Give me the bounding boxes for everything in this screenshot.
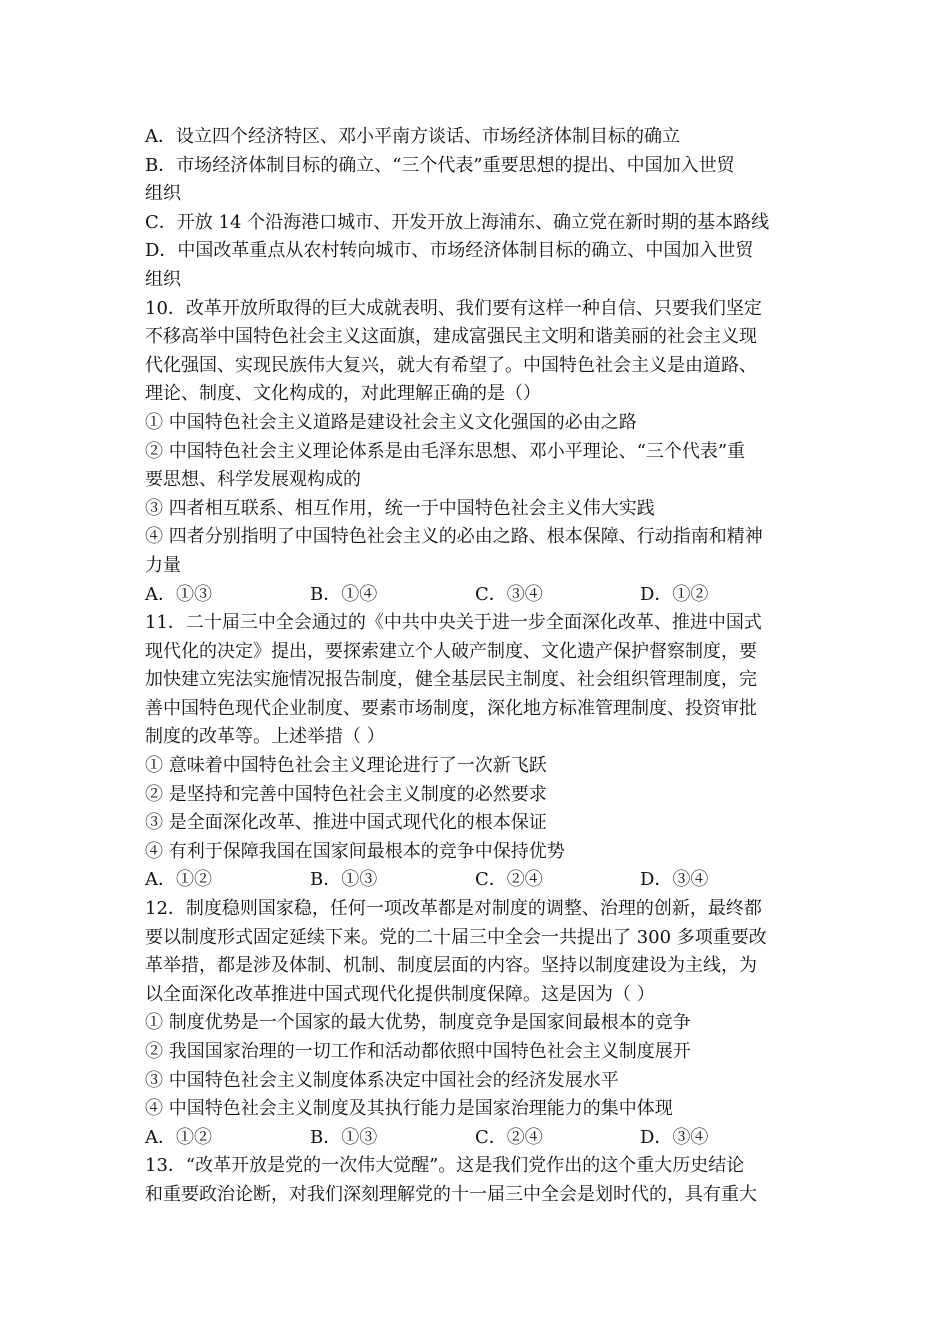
question-10 [145, 295, 805, 610]
statement-line: ④ 中国特色社会主义制度及其执行能力是国家治理能力的集中体现 [145, 1098, 673, 1120]
answer-option-c: C．②④ [475, 1126, 543, 1148]
statement-line: 力量 [145, 554, 181, 576]
answer-options [145, 866, 805, 895]
answer-option-d: D．③④ [640, 1126, 709, 1148]
answer-option-b: B．①④ [310, 583, 378, 605]
statement-line: ③ 四者相互联系、相互作用，统一于中国特色社会主义伟大实践 [145, 497, 655, 519]
option-line: D．中国改革重点从农村转向城市、市场经济体制目标的确立、中国加入世贸 [145, 240, 754, 262]
question-stem-line: 现代化的决定》提出，要探索建立个人破产制度、文化遗产保护督察制度，要 [145, 640, 757, 662]
question-11 [145, 609, 805, 895]
answer-option-b: B．①③ [310, 869, 378, 891]
answer-options [145, 581, 805, 610]
question-stem-line: 理论、制度、文化构成的，对此理解正确的是（） [145, 383, 541, 405]
option-line: C．开放 14 个沿海港口城市、开发开放上海浦东、确立党在新时期的基本路线 [145, 211, 770, 233]
question-stem-line: 11．二十届三中全会通过的《中共中央关于进一步全面深化改革、推进中国式 [145, 612, 762, 634]
question-stem-line: 10．改革开放所取得的巨大成就表明、我们要有这样一种自信、只要我们坚定 [145, 297, 762, 319]
statement-line: ② 中国特色社会主义理论体系是由毛泽东思想、邓小平理论、“三个代表”重 [145, 440, 746, 462]
answer-option-d: D．①② [640, 583, 709, 605]
question-stem-line: 代化强国、实现民族伟大复兴，就大有希望了。中国特色社会主义是由道路、 [145, 354, 757, 376]
question-stem-line: 制度的改革等。上述举措（ ） [145, 726, 385, 748]
answer-option-c: C．②④ [475, 869, 543, 891]
answer-option-a: A．①③ [145, 583, 212, 605]
statement-line: ① 意味着中国特色社会主义理论进行了一次新飞跃 [145, 755, 547, 777]
statement-line: ④ 四者分别指明了中国特色社会主义的必由之路、根本保障、行动指南和精神 [145, 526, 763, 548]
question-stem-line: 革举措，都是涉及体制、机制、制度层面的内容。坚持以制度建设为主线，为 [145, 955, 757, 977]
question-stem-line: 12．制度稳则国家稳，任何一项改革都是对制度的调整、治理的创新，最终都 [145, 898, 762, 920]
question-stem-line: 善中国特色现代企业制度、要素市场制度，深化地方标准管理制度、投资审批 [145, 697, 757, 719]
statement-line: ③ 是全面深化改革、推进中国式现代化的根本保证 [145, 812, 547, 834]
option-line: B．市场经济体制目标的确立、“三个代表”重要思想的提出、中国加入世贸 [145, 154, 735, 176]
answer-options [145, 1124, 805, 1153]
document-page [145, 123, 805, 1210]
question-12 [145, 895, 805, 1152]
question-13 [145, 1152, 805, 1209]
statement-line: ② 我国国家治理的一切工作和活动都依照中国特色社会主义制度展开 [145, 1041, 691, 1062]
question-stem-line: 不移高举中国特色社会主义这面旗，建成富强民主文明和谐美丽的社会主义现 [145, 326, 757, 348]
question-stem-line: 和重要政治论断，对我们深刻理解党的十一届三中全会是划时代的，具有重大 [145, 1183, 757, 1205]
statement-line: 要思想、科学发展观构成的 [145, 469, 361, 491]
question-stem-line: 13．“改革开放是党的一次伟大觉醒”。这是我们党作出的这个重大历史结论 [145, 1155, 745, 1177]
statement-line: ③ 中国特色社会主义制度体系决定中国社会的经济发展水平 [145, 1069, 619, 1091]
question-stem-line: 以全面深化改革推进中国式现代化提供制度保障。这是因为（ ） [145, 983, 655, 1005]
answer-option-b: B．①③ [310, 1126, 378, 1148]
answer-option-a: A．①② [145, 1126, 212, 1148]
statement-line: ① 制度优势是一个国家的最大优势，制度竞争是国家间最根本的竞争 [145, 1012, 691, 1034]
answer-option-d: D．③④ [640, 869, 709, 891]
statement-line: ④ 有利于保障我国在国家间最根本的竞争中保持优势 [145, 840, 565, 862]
answer-option-a: A．①② [145, 869, 212, 891]
option-line: A．设立四个经济特区、邓小平南方谈话、市场经济体制目标的确立 [145, 126, 680, 147]
option-line: 组织 [145, 268, 181, 290]
question-stem-line: 加快建立宪法实施情况报告制度，健全基层民主制度、社会组织管理制度，完 [145, 669, 757, 691]
option-line: 组织 [145, 183, 181, 205]
statement-line: ② 是坚持和完善中国特色社会主义制度的必然要求 [145, 783, 547, 805]
answer-option-c: C．③④ [475, 583, 543, 605]
question-stem-line: 要以制度形式固定延续下来。党的二十届三中全会一共提出了 300 多项重要改 [145, 926, 767, 948]
statement-line: ① 中国特色社会主义道路是建设社会主义文化强国的必由之路 [145, 411, 637, 433]
question-9-options [145, 123, 805, 295]
